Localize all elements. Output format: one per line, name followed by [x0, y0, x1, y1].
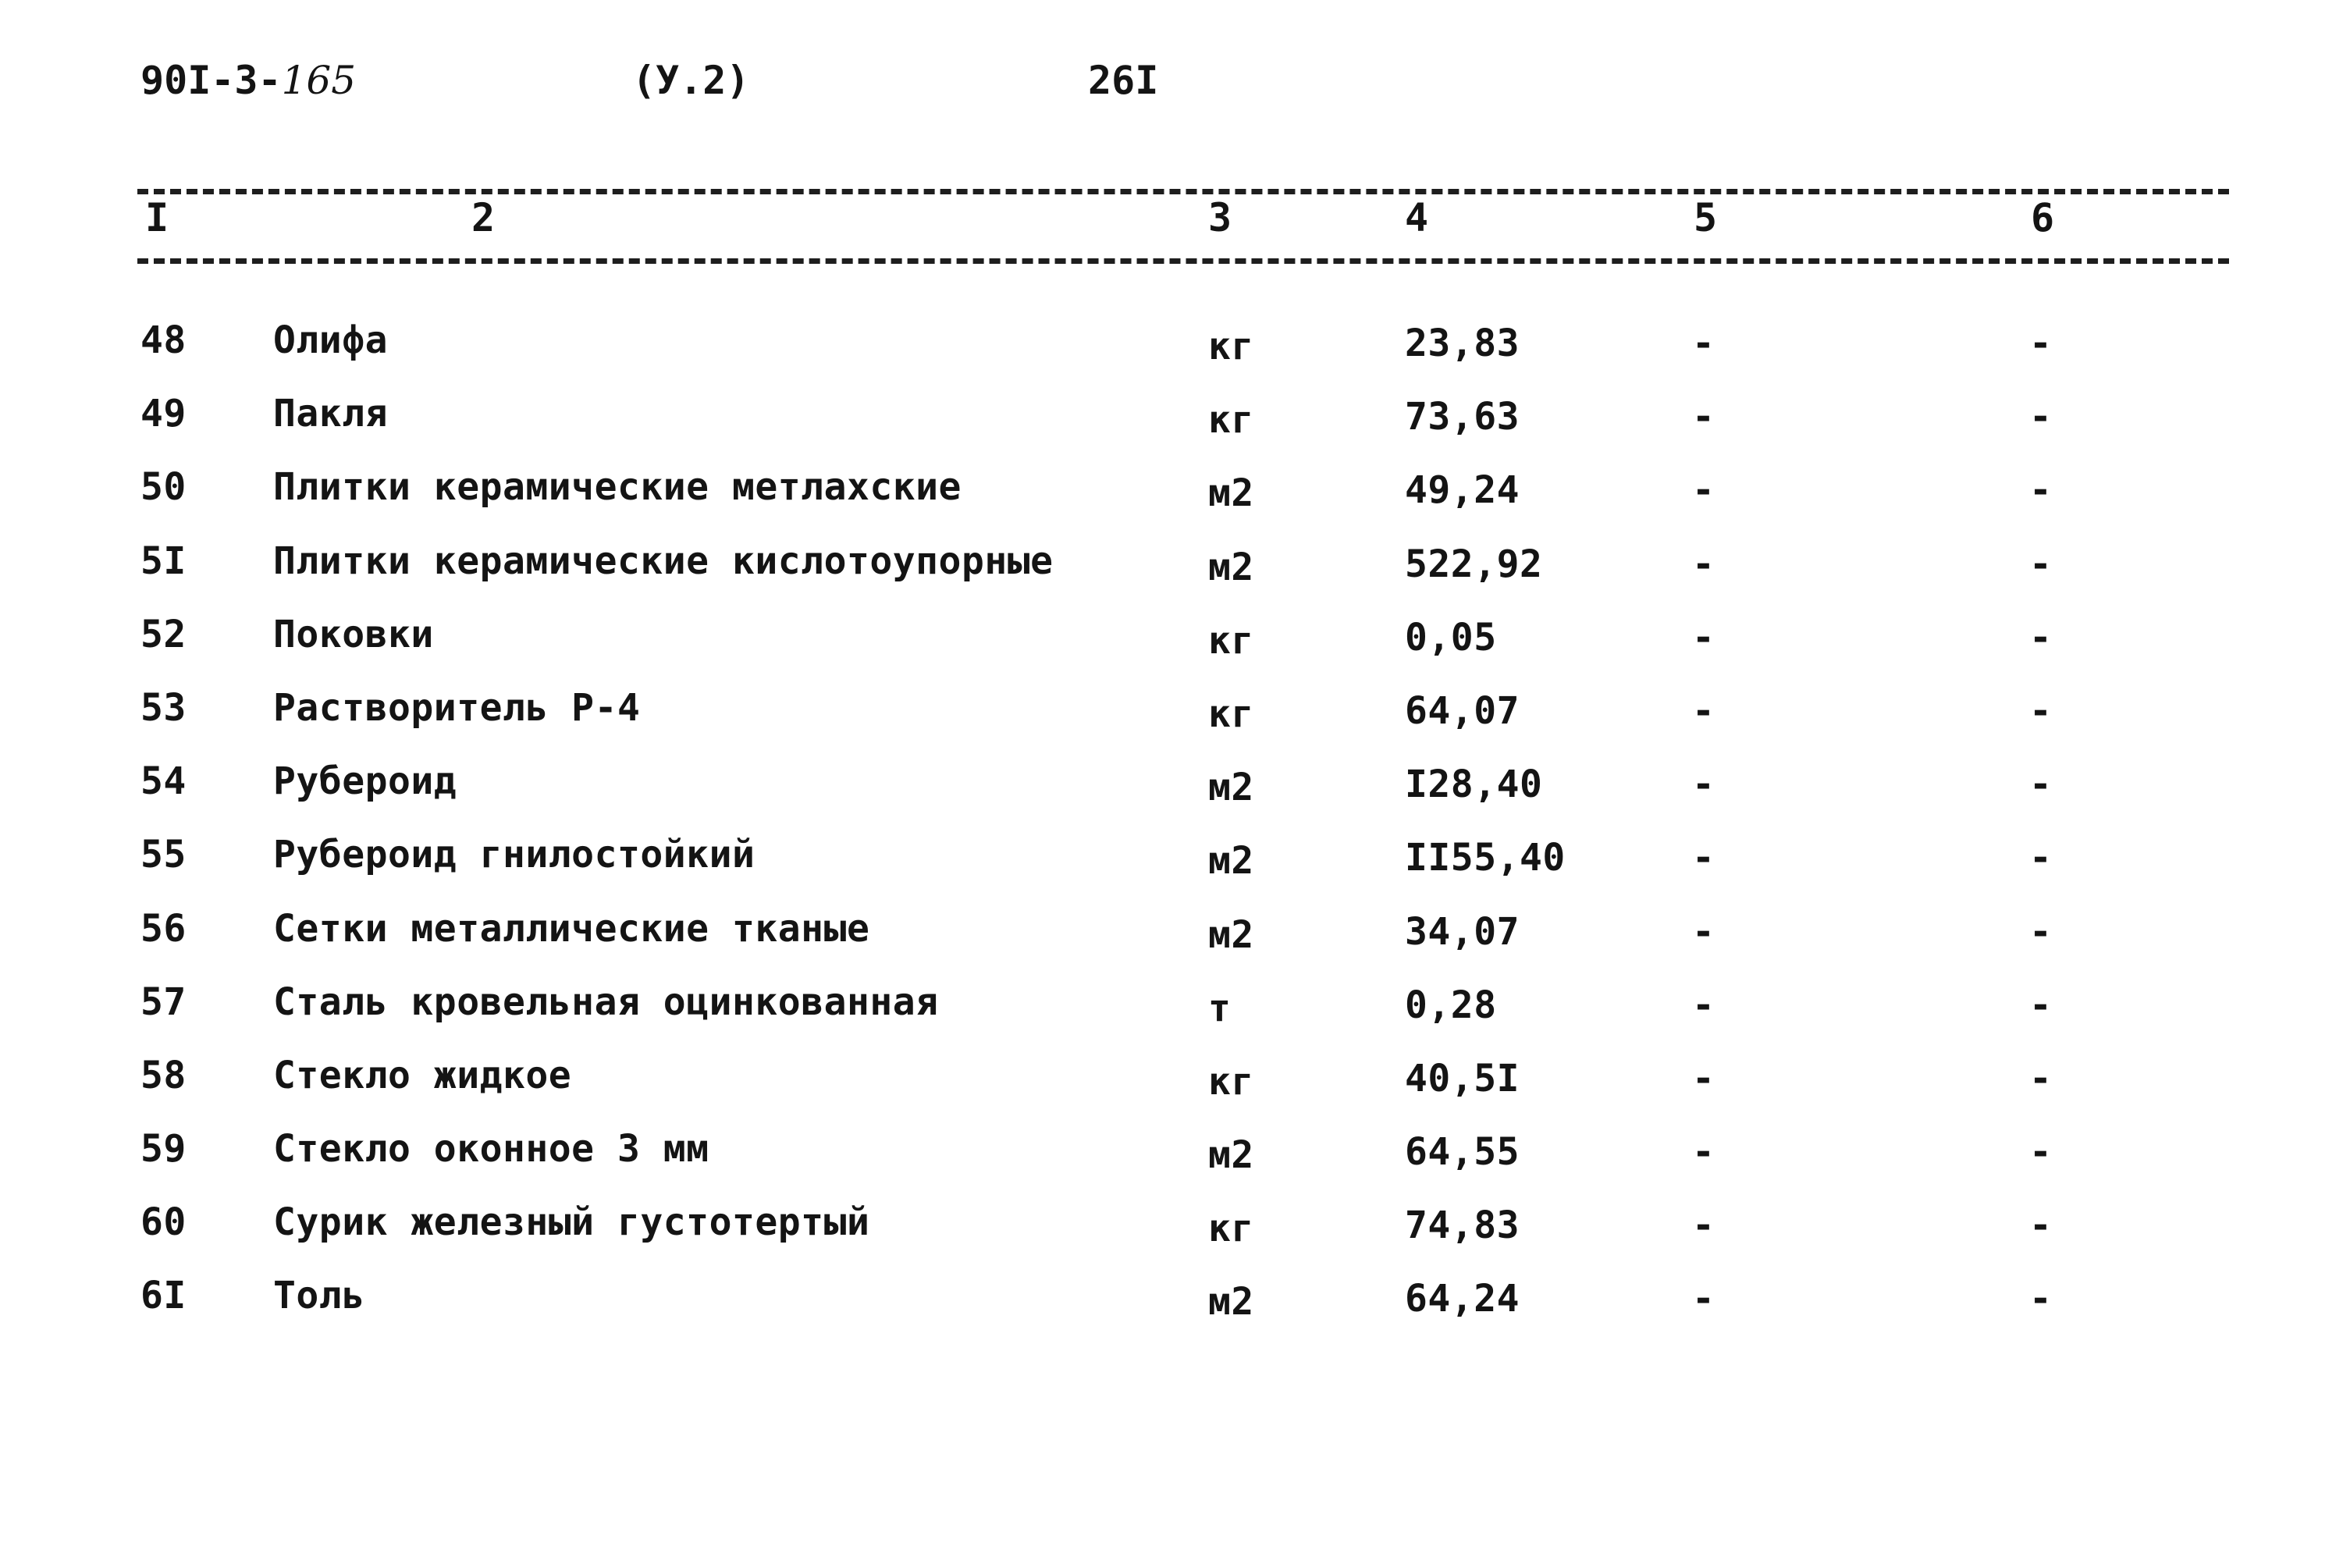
row-number: 55	[140, 833, 187, 877]
materials-table	[0, 318, 2350, 1351]
table-row	[0, 1200, 2350, 1277]
column-5-value: -	[1692, 468, 1715, 513]
column-5-value: -	[1692, 909, 1715, 954]
quantity: 34,07	[1405, 909, 1520, 954]
document-variant: (У.2)	[632, 58, 750, 103]
table-row	[0, 1053, 2350, 1130]
quantity: 64,07	[1405, 688, 1520, 733]
table-row	[0, 833, 2350, 909]
quantity: 0,05	[1405, 615, 1497, 660]
quantity: 73,63	[1405, 395, 1520, 439]
column-5-value: -	[1692, 1056, 1715, 1100]
column-header-6: 6	[2031, 195, 2055, 240]
column-5-value: -	[1692, 1204, 1715, 1248]
column-5-value: -	[1692, 1277, 1715, 1321]
material-name: Сталь кровельная оцинкованная	[273, 980, 939, 1024]
quantity: 49,24	[1405, 468, 1520, 513]
page-number: 26I	[1088, 58, 1159, 103]
quantity: 64,24	[1405, 1277, 1520, 1321]
material-name: Толь	[273, 1274, 365, 1318]
material-name: Стекло оконное 3 мм	[273, 1127, 709, 1172]
unit: м2	[1208, 766, 1254, 810]
quantity: 23,83	[1405, 322, 1520, 365]
row-number: 48	[140, 318, 187, 362]
column-header-5: 5	[1694, 195, 1718, 240]
material-name: Пакля	[273, 392, 388, 436]
column-6-value: -	[2029, 1130, 2053, 1175]
row-number: 50	[140, 465, 187, 510]
column-5-value: -	[1692, 688, 1715, 733]
unit: кг	[1208, 398, 1254, 443]
table-row	[0, 612, 2350, 689]
table-row	[0, 685, 2350, 763]
column-header-1: I	[145, 195, 169, 240]
column-6-value: -	[2029, 395, 2053, 439]
column-5-value: -	[1692, 1130, 1715, 1175]
quantity: 74,83	[1405, 1204, 1520, 1248]
row-number: 5I	[140, 539, 187, 583]
column-6-value: -	[2029, 763, 2053, 807]
table-row	[0, 1127, 2350, 1204]
row-number: 6I	[140, 1274, 187, 1318]
table-row	[0, 1274, 2350, 1350]
quantity: 40,5I	[1405, 1056, 1520, 1100]
unit: кг	[1208, 325, 1254, 368]
column-6-value: -	[2029, 615, 2053, 660]
quantity: II55,40	[1405, 836, 1566, 880]
unit: кг	[1208, 1059, 1254, 1104]
table-row	[0, 465, 2350, 542]
quantity: I28,40	[1405, 763, 1543, 807]
column-5-value: -	[1692, 983, 1715, 1027]
document-code-number: 165	[281, 58, 357, 103]
column-5-value: -	[1692, 763, 1715, 807]
column-header-3: 3	[1208, 195, 1232, 240]
column-6-value: -	[2029, 1277, 2053, 1321]
material-name: Поковки	[273, 612, 434, 656]
unit: м2	[1208, 839, 1254, 884]
column-5-value: -	[1692, 615, 1715, 660]
column-6-value: -	[2029, 909, 2053, 954]
unit: м2	[1208, 1133, 1254, 1178]
material-name: Плитки керамические кислотоупорные	[273, 539, 1054, 583]
column-6-value: -	[2029, 542, 2053, 586]
table-header-bottom-rule	[137, 258, 2229, 264]
column-6-value: -	[2029, 836, 2053, 880]
row-number: 54	[140, 759, 187, 804]
row-number: 59	[140, 1127, 187, 1172]
table-row	[0, 318, 2350, 395]
material-name: Рубероид	[273, 759, 457, 804]
material-name: Рубероид гнилостойкий	[273, 833, 755, 877]
document-code-prefix: 90I-3-	[140, 58, 282, 103]
table-row	[0, 392, 2350, 468]
unit: т	[1208, 986, 1232, 1030]
column-5-value: -	[1692, 395, 1715, 439]
column-header-2: 2	[471, 195, 496, 240]
column-6-value: -	[2029, 1056, 2053, 1100]
unit: кг	[1208, 692, 1254, 736]
table-row	[0, 980, 2350, 1057]
row-number: 60	[140, 1200, 187, 1245]
material-name: Стекло жидкое	[273, 1053, 572, 1097]
column-5-value: -	[1692, 542, 1715, 586]
row-number: 58	[140, 1053, 187, 1097]
material-name: Растворитель Р-4	[273, 685, 641, 730]
row-number: 56	[140, 906, 187, 951]
table-row	[0, 906, 2350, 983]
quantity: 522,92	[1405, 542, 1543, 586]
column-6-value: -	[2029, 1204, 2053, 1248]
unit: м2	[1208, 471, 1254, 516]
material-name: Сетки металлические тканые	[273, 906, 870, 951]
row-number: 53	[140, 685, 187, 730]
quantity: 64,55	[1405, 1130, 1520, 1175]
table-header-top-rule	[137, 189, 2229, 194]
column-6-value: -	[2029, 983, 2053, 1027]
column-header-4: 4	[1405, 195, 1429, 240]
row-number: 49	[140, 392, 187, 436]
row-number: 52	[140, 612, 187, 656]
column-5-value: -	[1692, 322, 1715, 365]
row-number: 57	[140, 980, 187, 1024]
column-6-value: -	[2029, 468, 2053, 513]
material-name: Сурик железный густотертый	[273, 1200, 870, 1245]
column-5-value: -	[1692, 836, 1715, 880]
table-row	[0, 539, 2350, 616]
material-name: Плитки керамические метлахские	[273, 465, 962, 510]
unit: м2	[1208, 1280, 1254, 1324]
quantity: 0,28	[1405, 983, 1497, 1027]
unit: кг	[1208, 1207, 1254, 1251]
table-row	[0, 759, 2350, 836]
material-name: Олифа	[273, 318, 388, 362]
unit: м2	[1208, 912, 1254, 957]
unit: кг	[1208, 618, 1254, 663]
unit: м2	[1208, 545, 1254, 589]
column-6-value: -	[2029, 322, 2053, 365]
column-6-value: -	[2029, 688, 2053, 733]
document-code	[140, 58, 357, 103]
